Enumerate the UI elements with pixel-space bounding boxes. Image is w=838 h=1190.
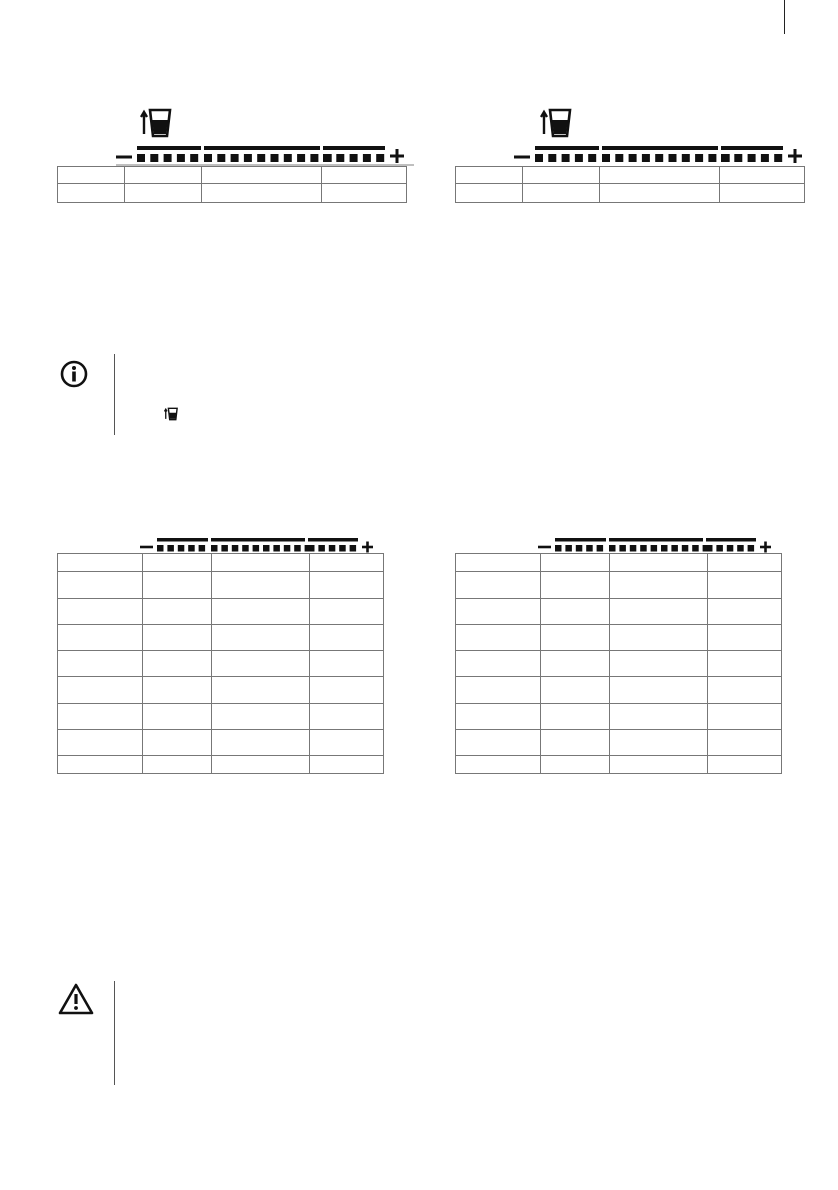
scale-step: [350, 545, 357, 552]
table-cell: [310, 554, 384, 572]
table-cell: [610, 572, 708, 599]
scale-step: [555, 545, 562, 552]
table-cell: [600, 184, 720, 203]
table-cell: [456, 167, 523, 184]
table-cell: [541, 554, 610, 572]
scale-step: [318, 545, 325, 552]
scale-step: [308, 545, 315, 552]
table-cell: [708, 599, 782, 625]
scale-step: [217, 154, 225, 162]
scale-step: [323, 154, 331, 162]
scale-step: [199, 545, 206, 552]
table-cell: [310, 599, 384, 625]
table-row: [456, 651, 782, 677]
table-cell: [58, 756, 143, 774]
table-row: [58, 625, 384, 651]
scale-step: [562, 154, 570, 162]
note-divider: [114, 354, 115, 435]
warning-triangle-icon: [58, 983, 94, 1020]
table-cell: [708, 677, 782, 704]
table-cell: [541, 651, 610, 677]
scale-step: [204, 154, 212, 162]
scale-step: [257, 154, 265, 162]
table-cell: [212, 704, 310, 730]
scale-step: [576, 545, 583, 552]
table-cell: [143, 572, 212, 599]
scale-step: [748, 545, 755, 552]
table-cell: [143, 704, 212, 730]
table-cell: [143, 651, 212, 677]
table-row: [58, 651, 384, 677]
scale-step: [211, 545, 218, 552]
scale-step: [721, 154, 729, 162]
table-row: [456, 756, 782, 774]
scale-step: [167, 545, 174, 552]
scale-step: [602, 154, 610, 162]
table-cell: [143, 730, 212, 756]
table-cell: [143, 677, 212, 704]
table-cell: [212, 625, 310, 651]
cup-level-icon: [540, 108, 572, 143]
table-cell: [212, 554, 310, 572]
table-cell: [541, 704, 610, 730]
table-cell: [600, 167, 720, 184]
scale-step: [548, 154, 556, 162]
table-cell: [310, 651, 384, 677]
table-cell: [456, 554, 541, 572]
scale-step: [651, 545, 658, 552]
table-cell: [720, 167, 805, 184]
settings-table-bottom-left: [57, 553, 384, 774]
table-cell: [610, 704, 708, 730]
scale-step: [177, 154, 185, 162]
table-cell: [58, 167, 125, 184]
scale-step: [727, 545, 734, 552]
scale-step: [619, 545, 626, 552]
scale-step: [157, 545, 164, 552]
scale-step: [271, 154, 279, 162]
table-cell: [708, 704, 782, 730]
table-cell: [456, 756, 541, 774]
table-cell: [541, 572, 610, 599]
table-cell: [58, 704, 143, 730]
table-row: [456, 677, 782, 704]
table-cell: [610, 651, 708, 677]
scale-step: [310, 154, 318, 162]
table-cell: [310, 704, 384, 730]
table-cell: [610, 599, 708, 625]
table-cell: [708, 572, 782, 599]
scale-step: [253, 545, 260, 552]
scale-step: [263, 545, 270, 552]
table-cell: [541, 625, 610, 651]
scale-step: [284, 154, 292, 162]
table-row: [456, 184, 805, 203]
table-cell: [541, 730, 610, 756]
table-cell: [212, 730, 310, 756]
scale-step: [588, 154, 596, 162]
settings-table-top-right: [455, 166, 805, 203]
table-cell: [610, 756, 708, 774]
scale-step: [232, 545, 239, 552]
scale-step: [339, 545, 346, 552]
table-cell: [212, 756, 310, 774]
table-row: [58, 184, 407, 203]
table-cell: [125, 184, 202, 203]
scale-step: [294, 545, 301, 552]
table-cell: [541, 599, 610, 625]
scale-step: [669, 154, 677, 162]
scale-step: [761, 154, 769, 162]
table-cell: [58, 730, 143, 756]
scale-step: [640, 545, 647, 552]
table-cell: [58, 625, 143, 651]
table-row: [58, 572, 384, 599]
scale-step: [716, 545, 723, 552]
scale-step: [137, 154, 145, 162]
table-cell: [456, 184, 523, 203]
table-cell: [143, 554, 212, 572]
table-row: [456, 730, 782, 756]
scale-step: [336, 154, 344, 162]
scale-step: [350, 154, 358, 162]
table-cell: [541, 677, 610, 704]
scale-step: [190, 154, 198, 162]
table-row: [58, 554, 384, 572]
scale-step: [284, 545, 291, 552]
note-divider: [114, 981, 115, 1085]
table-cell: [456, 651, 541, 677]
table-cell: [456, 677, 541, 704]
scale-step: [615, 154, 623, 162]
table-cell: [456, 730, 541, 756]
table-cell: [708, 554, 782, 572]
scale-step: [535, 154, 543, 162]
level-scale: [514, 145, 814, 167]
table-cell: [212, 651, 310, 677]
scale-step: [629, 154, 637, 162]
table-row: [456, 572, 782, 599]
table-cell: [708, 651, 782, 677]
table-cell: [58, 572, 143, 599]
table-cell: [212, 572, 310, 599]
table-cell: [310, 756, 384, 774]
scale-step: [737, 545, 744, 552]
scale-step: [695, 154, 703, 162]
scale-step: [244, 154, 252, 162]
table-row: [456, 704, 782, 730]
table-cell: [310, 677, 384, 704]
table-cell: [523, 184, 600, 203]
scale-step: [661, 545, 668, 552]
scale-step: [164, 154, 172, 162]
scale-step: [363, 154, 371, 162]
scale-step: [575, 154, 583, 162]
table-cell: [202, 167, 322, 184]
scale-step: [221, 545, 228, 552]
table-row: [58, 756, 384, 774]
table-cell: [58, 651, 143, 677]
table-row: [456, 167, 805, 184]
table-row: [58, 599, 384, 625]
table-row: [58, 730, 384, 756]
scale-step: [671, 545, 678, 552]
table-row: [58, 167, 407, 184]
table-cell: [610, 730, 708, 756]
settings-table-bottom-right: [455, 553, 782, 774]
info-icon: [60, 360, 88, 393]
scale-step: [231, 154, 239, 162]
table-cell: [610, 625, 708, 651]
scale-step: [609, 545, 616, 552]
table-row: [456, 625, 782, 651]
scale-step: [273, 545, 280, 552]
table-cell: [143, 599, 212, 625]
settings-table-top-left: [57, 166, 407, 203]
scale-step: [376, 154, 384, 162]
page-edge-rule: [784, 0, 785, 34]
table-cell: [58, 677, 143, 704]
scale-step: [774, 154, 782, 162]
scale-step: [734, 154, 742, 162]
table-cell: [322, 167, 407, 184]
table-cell: [456, 572, 541, 599]
level-scale: [116, 145, 416, 167]
scale-step: [642, 154, 650, 162]
table-cell: [212, 599, 310, 625]
scale-step: [565, 545, 572, 552]
table-cell: [202, 184, 322, 203]
table-row: [456, 554, 782, 572]
table-cell: [541, 756, 610, 774]
scale-step: [708, 154, 716, 162]
table-row: [58, 677, 384, 704]
table-cell: [456, 704, 541, 730]
table-cell: [708, 625, 782, 651]
scale-step: [706, 545, 713, 552]
table-row: [58, 704, 384, 730]
scale-step: [178, 545, 185, 552]
table-cell: [143, 625, 212, 651]
scale-step: [597, 545, 604, 552]
table-cell: [58, 184, 125, 203]
scale-step: [682, 545, 689, 552]
cup-level-icon: [140, 108, 172, 143]
scale-step: [329, 545, 336, 552]
table-cell: [708, 730, 782, 756]
table-cell: [708, 756, 782, 774]
table-cell: [310, 730, 384, 756]
table-cell: [310, 625, 384, 651]
scale-step: [586, 545, 593, 552]
table-row: [456, 599, 782, 625]
table-cell: [58, 554, 143, 572]
table-cell: [310, 572, 384, 599]
scale-step: [242, 545, 249, 552]
table-cell: [125, 167, 202, 184]
table-cell: [610, 554, 708, 572]
scale-step: [682, 154, 690, 162]
table-cell: [322, 184, 407, 203]
scale-step: [297, 154, 305, 162]
table-cell: [456, 625, 541, 651]
table-cell: [610, 677, 708, 704]
table-cell: [523, 167, 600, 184]
table-cell: [720, 184, 805, 203]
scale-step: [630, 545, 637, 552]
table-cell: [456, 599, 541, 625]
cup-level-icon: [164, 407, 178, 426]
scale-step: [188, 545, 195, 552]
scale-step: [692, 545, 699, 552]
table-cell: [143, 756, 212, 774]
scale-step: [748, 154, 756, 162]
table-cell: [212, 677, 310, 704]
table-cell: [58, 599, 143, 625]
scale-step: [655, 154, 663, 162]
scale-step: [150, 154, 158, 162]
